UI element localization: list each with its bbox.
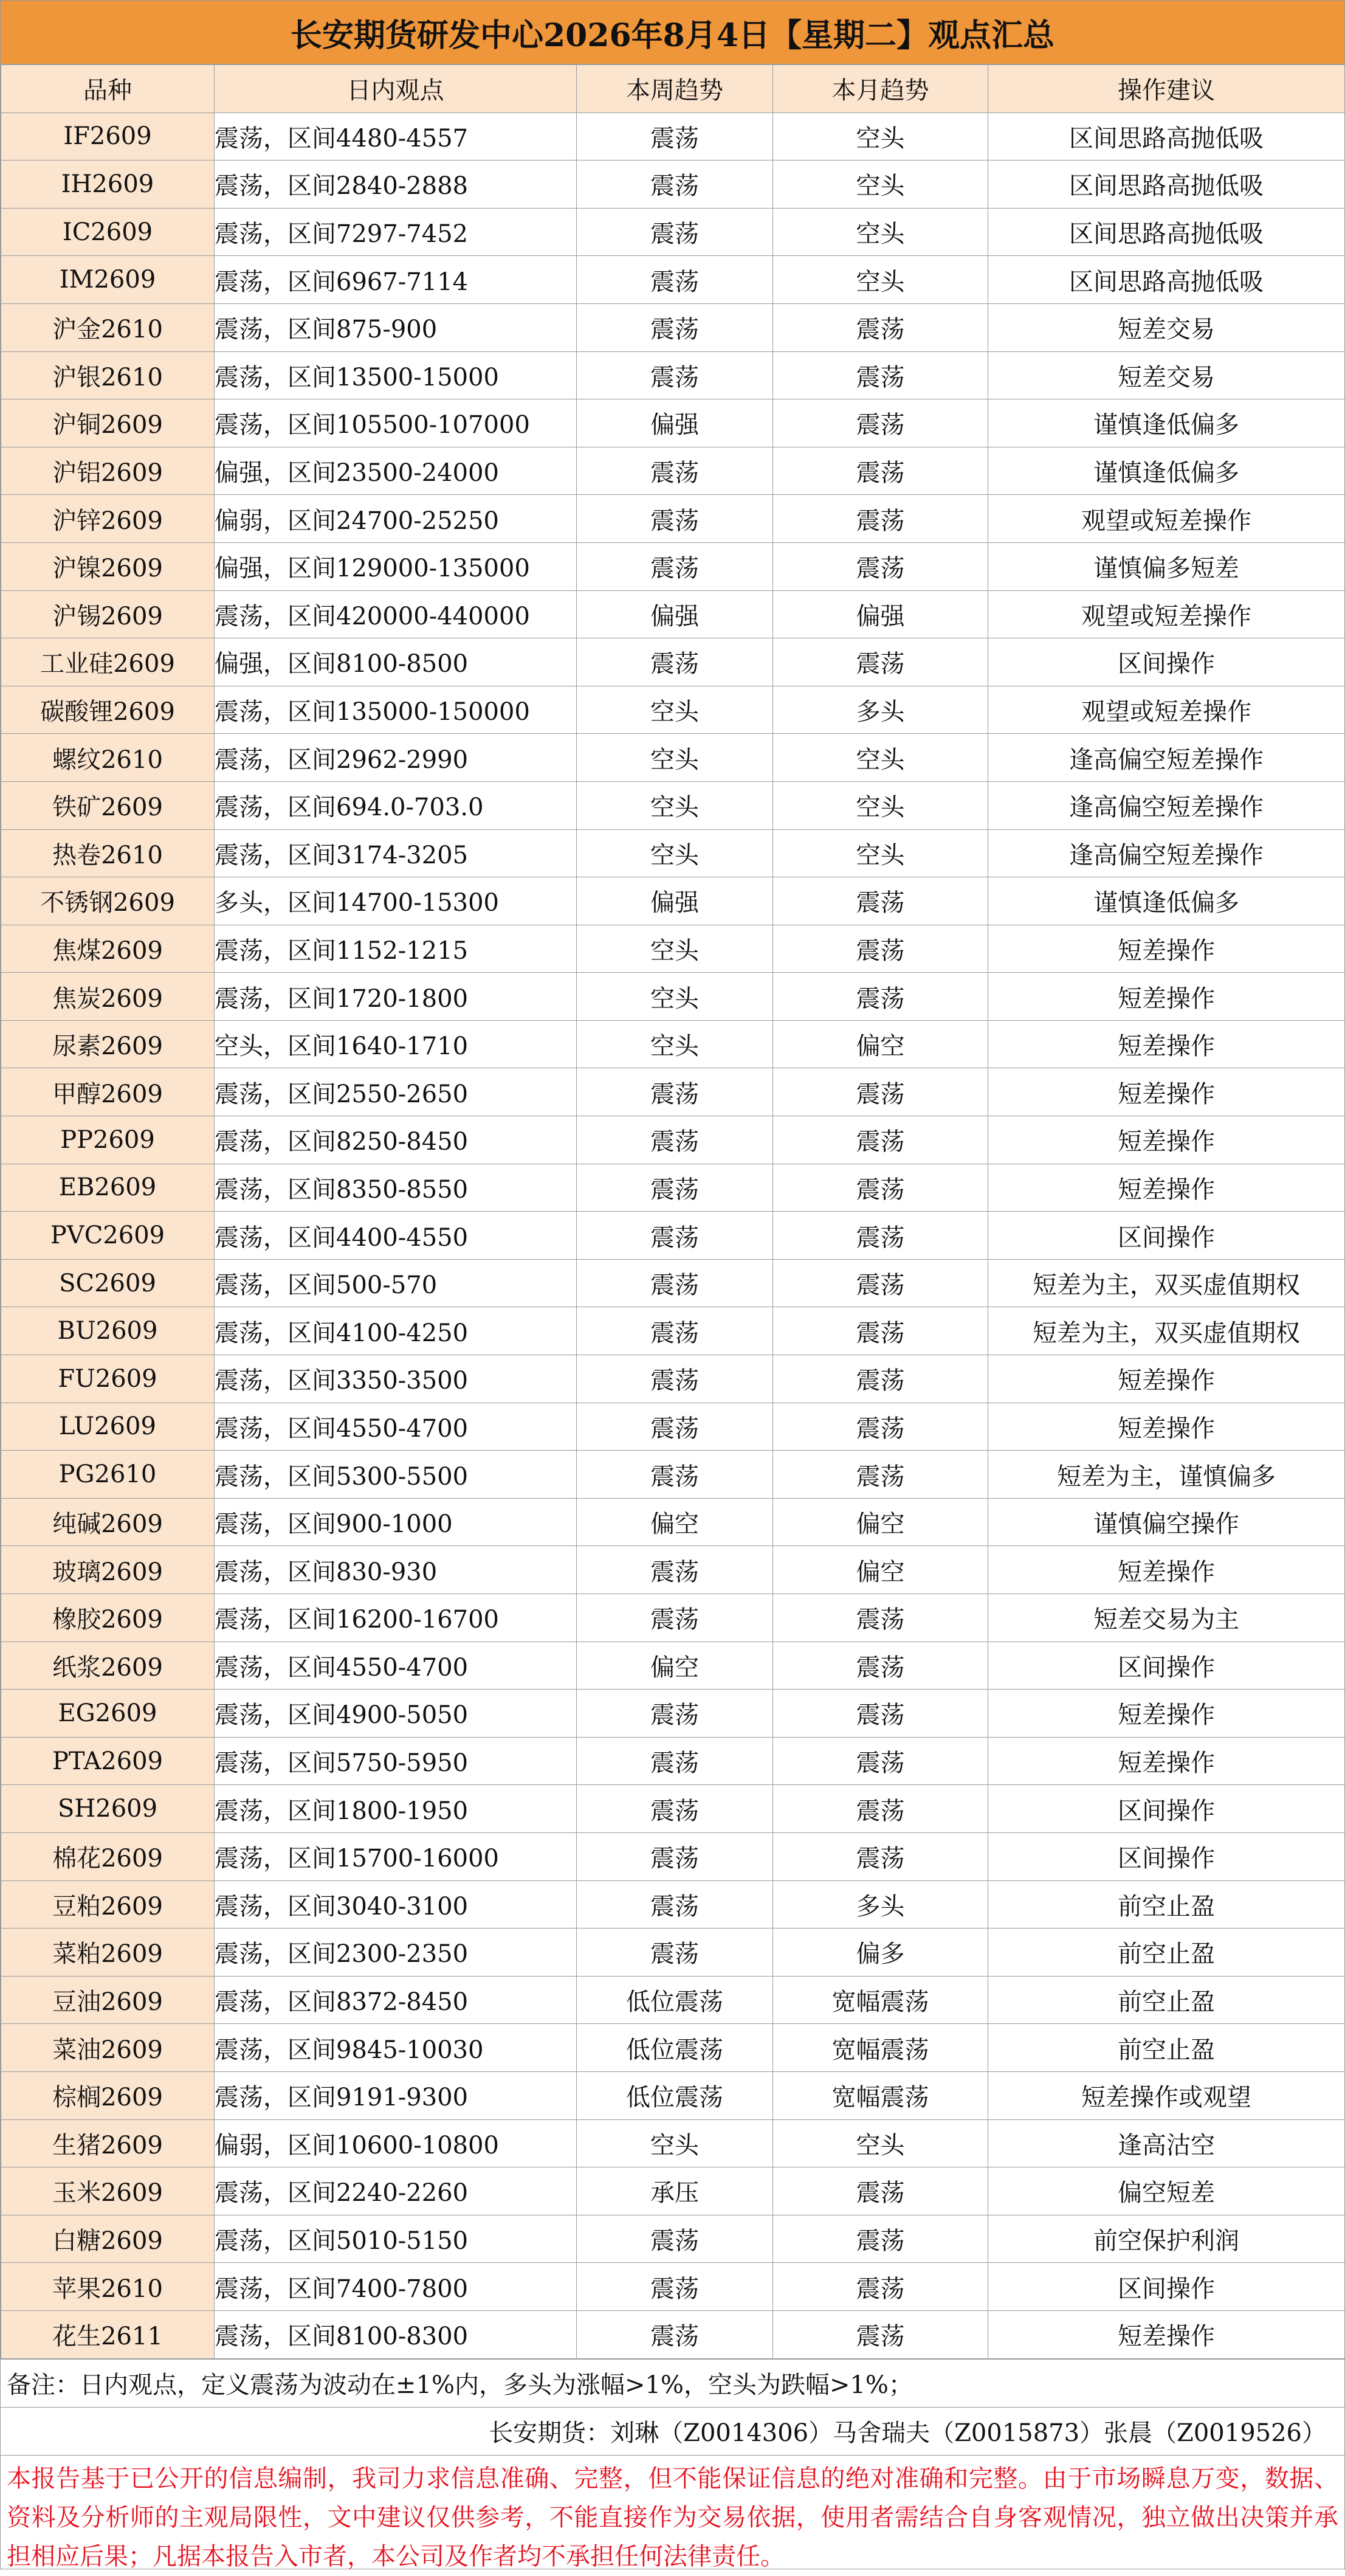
table-row [1,686,1345,734]
cell-variety: IH2609 [1,161,215,209]
table-row [1,542,1345,590]
cell-variety: 热卷2610 [1,829,215,877]
table-row [1,1116,1345,1164]
cell-intraday-view: 偏强，区间8100-8500 [215,638,577,686]
table-row [1,1164,1345,1212]
cell-variety: 焦煤2609 [1,925,215,973]
cell-variety: FU2609 [1,1355,215,1403]
cell-weekly-trend: 偏强 [577,877,773,925]
table-row [1,638,1345,686]
table-row [1,399,1345,447]
disclaimer: 本报告基于已公开的信息编制，我司力求信息准确、完整，但不能保证信息的绝对准确和完整。由于市场瞬息万变，数据、资料及分析师的主观局限性，文中建议仅供参考，不能直接作为交易依据，使用者需结合自身客观情况，独立做出决策并承担相应后果；凡据本报告入市者，本公司及作者均不承担任何法律责任。 [1,2455,1344,2576]
cell-advice: 区间操作 [988,1832,1345,1880]
cell-intraday-view: 震荡，区间105500-107000 [215,399,577,447]
cell-variety: SC2609 [1,1259,215,1307]
table-row [1,2024,1345,2072]
cell-advice: 谨慎逢低偏多 [988,877,1345,925]
cell-intraday-view: 震荡，区间2550-2650 [215,1068,577,1116]
table-row [1,2263,1345,2311]
cell-variety: 生猪2609 [1,2119,215,2167]
cell-weekly-trend: 震荡 [577,447,773,495]
cell-advice: 区间思路高抛低吸 [988,161,1345,209]
cell-variety: 沪铝2609 [1,447,215,495]
cell-monthly-trend: 震荡 [773,1594,988,1642]
cell-weekly-trend: 震荡 [577,1832,773,1880]
cell-intraday-view: 震荡，区间8372-8450 [215,1976,577,2024]
cell-monthly-trend: 震荡 [773,973,988,1021]
cell-monthly-trend: 震荡 [773,925,988,973]
cell-advice: 前空止盈 [988,1880,1345,1929]
cell-weekly-trend: 震荡 [577,1307,773,1355]
cell-intraday-view: 震荡，区间13500-15000 [215,351,577,399]
column-header-advice: 操作建议 [988,65,1345,113]
cell-monthly-trend: 多头 [773,686,988,734]
cell-intraday-view: 震荡，区间4100-4250 [215,1307,577,1355]
cell-intraday-view: 震荡，区间1152-1215 [215,925,577,973]
cell-advice: 逢高偏空短差操作 [988,734,1345,782]
cell-advice: 谨慎偏空操作 [988,1498,1345,1546]
cell-advice: 观望或短差操作 [988,686,1345,734]
cell-variety: 纸浆2609 [1,1642,215,1690]
column-header-intraday-view: 日内观点 [215,65,577,113]
cell-intraday-view: 震荡，区间900-1000 [215,1498,577,1546]
cell-monthly-trend: 震荡 [773,2167,988,2215]
cell-advice: 短差为主，双买虚值期权 [988,1307,1345,1355]
cell-weekly-trend: 震荡 [577,638,773,686]
cell-monthly-trend: 震荡 [773,1451,988,1499]
cell-weekly-trend: 震荡 [577,1929,773,1977]
cell-weekly-trend: 震荡 [577,1116,773,1164]
cell-monthly-trend: 震荡 [773,1164,988,1212]
cell-monthly-trend: 震荡 [773,1068,988,1116]
cell-monthly-trend: 空头 [773,781,988,829]
cell-intraday-view: 震荡，区间4400-4550 [215,1212,577,1260]
cell-weekly-trend: 震荡 [577,1212,773,1260]
cell-monthly-trend: 空头 [773,2119,988,2167]
cell-advice: 区间操作 [988,638,1345,686]
table-row [1,1546,1345,1594]
cell-variety: PTA2609 [1,1737,215,1785]
table-row [1,303,1345,351]
cell-weekly-trend: 偏强 [577,590,773,638]
cell-intraday-view: 震荡，区间8100-8300 [215,2310,577,2358]
cell-intraday-view: 偏弱，区间24700-25250 [215,495,577,543]
cell-intraday-view: 震荡，区间8350-8550 [215,1164,577,1212]
cell-monthly-trend: 震荡 [773,2310,988,2358]
cell-advice: 谨慎逢低偏多 [988,447,1345,495]
cell-intraday-view: 震荡，区间4550-4700 [215,1642,577,1690]
table-row [1,973,1345,1021]
cell-advice: 短差操作 [988,1068,1345,1116]
cell-intraday-view: 震荡，区间4550-4700 [215,1403,577,1451]
table-row [1,1785,1345,1833]
cell-monthly-trend: 空头 [773,112,988,161]
cell-weekly-trend: 震荡 [577,1451,773,1499]
cell-weekly-trend: 震荡 [577,208,773,256]
cell-intraday-view: 震荡，区间4900-5050 [215,1690,577,1738]
table-row [1,208,1345,256]
cell-advice: 短差交易 [988,351,1345,399]
column-header-weekly-trend: 本周趋势 [577,65,773,113]
table-row [1,1307,1345,1355]
cell-variety: 玻璃2609 [1,1546,215,1594]
cell-advice: 逢高偏空短差操作 [988,829,1345,877]
views-table [1,64,1345,2359]
table-row [1,256,1345,304]
cell-weekly-trend: 空头 [577,686,773,734]
cell-monthly-trend: 震荡 [773,1785,988,1833]
cell-variety: PP2609 [1,1116,215,1164]
table-row [1,2071,1345,2119]
cell-monthly-trend: 震荡 [773,1307,988,1355]
cell-intraday-view: 震荡，区间694.0-703.0 [215,781,577,829]
cell-intraday-view: 震荡，区间1720-1800 [215,973,577,1021]
cell-variety: 甲醇2609 [1,1068,215,1116]
cell-intraday-view: 偏弱，区间10600-10800 [215,2119,577,2167]
cell-advice: 逢高沽空 [988,2119,1345,2167]
cell-weekly-trend: 震荡 [577,256,773,304]
table-row [1,447,1345,495]
cell-intraday-view: 震荡，区间3040-3100 [215,1880,577,1929]
cell-weekly-trend: 震荡 [577,161,773,209]
cell-variety: 豆油2609 [1,1976,215,2024]
cell-monthly-trend: 震荡 [773,1259,988,1307]
table-row [1,1020,1345,1068]
cell-monthly-trend: 震荡 [773,1355,988,1403]
cell-monthly-trend: 宽幅震荡 [773,2024,988,2072]
cell-variety: IC2609 [1,208,215,256]
cell-intraday-view: 偏强，区间129000-135000 [215,542,577,590]
cell-variety: 菜油2609 [1,2024,215,2072]
cell-monthly-trend: 震荡 [773,351,988,399]
cell-intraday-view: 震荡，区间830-930 [215,1546,577,1594]
cell-intraday-view: 空头，区间1640-1710 [215,1020,577,1068]
cell-variety: 橡胶2609 [1,1594,215,1642]
cell-intraday-view: 震荡，区间420000-440000 [215,590,577,638]
cell-weekly-trend: 震荡 [577,1355,773,1403]
cell-intraday-view: 震荡，区间6967-7114 [215,256,577,304]
cell-variety: SH2609 [1,1785,215,1833]
table-row [1,1068,1345,1116]
cell-variety: 白糖2609 [1,2215,215,2263]
table-row [1,161,1345,209]
cell-variety: 沪锌2609 [1,495,215,543]
cell-intraday-view: 震荡，区间7297-7452 [215,208,577,256]
column-header-monthly-trend: 本月趋势 [773,65,988,113]
cell-intraday-view: 震荡，区间16200-16700 [215,1594,577,1642]
cell-advice: 区间操作 [988,1785,1345,1833]
cell-intraday-view: 震荡，区间3350-3500 [215,1355,577,1403]
cell-weekly-trend: 震荡 [577,1737,773,1785]
cell-monthly-trend: 震荡 [773,447,988,495]
cell-variety: PG2610 [1,1451,215,1499]
cell-intraday-view: 震荡，区间9845-10030 [215,2024,577,2072]
cell-advice: 前空保护利润 [988,2215,1345,2263]
cell-advice: 短差操作 [988,1403,1345,1451]
cell-weekly-trend: 偏空 [577,1498,773,1546]
cell-variety: 玉米2609 [1,2167,215,2215]
table-row [1,1832,1345,1880]
table-row [1,2119,1345,2167]
cell-weekly-trend: 震荡 [577,1785,773,1833]
cell-monthly-trend: 震荡 [773,1737,988,1785]
cell-variety: 棕榈2609 [1,2071,215,2119]
cell-intraday-view: 震荡，区间3174-3205 [215,829,577,877]
cell-advice: 短差为主，谨慎偏多 [988,1451,1345,1499]
cell-weekly-trend: 震荡 [577,1880,773,1929]
cell-advice: 区间思路高抛低吸 [988,112,1345,161]
cell-intraday-view: 震荡，区间2240-2260 [215,2167,577,2215]
cell-intraday-view: 震荡，区间9191-9300 [215,2071,577,2119]
cell-monthly-trend: 宽幅震荡 [773,1976,988,2024]
cell-intraday-view: 震荡，区间135000-150000 [215,686,577,734]
cell-monthly-trend: 震荡 [773,1642,988,1690]
cell-advice: 谨慎偏多短差 [988,542,1345,590]
table-row [1,1355,1345,1403]
cell-intraday-view: 震荡，区间15700-16000 [215,1832,577,1880]
cell-variety: 螺纹2610 [1,734,215,782]
table-row [1,351,1345,399]
table-row [1,925,1345,973]
cell-variety: 焦炭2609 [1,973,215,1021]
cell-intraday-view: 震荡，区间5300-5500 [215,1451,577,1499]
cell-monthly-trend: 空头 [773,734,988,782]
table-row [1,1451,1345,1499]
table-row [1,1929,1345,1977]
cell-advice: 前空止盈 [988,2024,1345,2072]
cell-weekly-trend: 低位震荡 [577,2071,773,2119]
cell-monthly-trend: 震荡 [773,399,988,447]
cell-monthly-trend: 宽幅震荡 [773,2071,988,2119]
table-row [1,590,1345,638]
cell-weekly-trend: 震荡 [577,495,773,543]
cell-weekly-trend: 震荡 [577,1164,773,1212]
cell-advice: 观望或短差操作 [988,590,1345,638]
cell-weekly-trend: 低位震荡 [577,2024,773,2072]
cell-intraday-view: 震荡，区间5750-5950 [215,1737,577,1785]
table-row [1,1880,1345,1929]
cell-advice: 短差操作 [988,1116,1345,1164]
cell-advice: 前空止盈 [988,1929,1345,1977]
cell-variety: 菜粕2609 [1,1929,215,1977]
cell-advice: 短差操作或观望 [988,2071,1345,2119]
cell-advice: 短差操作 [988,1355,1345,1403]
cell-variety: 尿素2609 [1,1020,215,1068]
cell-monthly-trend: 空头 [773,208,988,256]
cell-advice: 区间思路高抛低吸 [988,208,1345,256]
cell-intraday-view: 震荡，区间7400-7800 [215,2263,577,2311]
cell-variety: 棉花2609 [1,1832,215,1880]
cell-advice: 偏空短差 [988,2167,1345,2215]
analyst-credits: 长安期货：刘琳（Z0014306）马舍瑞夫（Z0015873）张晨（Z0019526） [1,2407,1344,2455]
table-row [1,1594,1345,1642]
cell-weekly-trend: 低位震荡 [577,1976,773,2024]
cell-advice: 短差交易为主 [988,1594,1345,1642]
report-title: 长安期货研发中心2026年8月4日【星期二】观点汇总 [1,1,1344,64]
cell-monthly-trend: 偏空 [773,1546,988,1594]
cell-advice: 短差操作 [988,1164,1345,1212]
cell-advice: 短差操作 [988,973,1345,1021]
cell-variety: 花生2611 [1,2310,215,2358]
table-row [1,2167,1345,2215]
cell-variety: 沪银2610 [1,351,215,399]
cell-monthly-trend: 偏空 [773,1020,988,1068]
cell-advice: 区间操作 [988,2263,1345,2311]
cell-weekly-trend: 震荡 [577,303,773,351]
table-row [1,1212,1345,1260]
table-row [1,1690,1345,1738]
table-row [1,1976,1345,2024]
cell-weekly-trend: 震荡 [577,542,773,590]
cell-monthly-trend: 震荡 [773,1403,988,1451]
cell-intraday-view: 震荡，区间5010-5150 [215,2215,577,2263]
table-row [1,781,1345,829]
cell-advice: 区间操作 [988,1642,1345,1690]
cell-monthly-trend: 震荡 [773,877,988,925]
cell-monthly-trend: 震荡 [773,1116,988,1164]
cell-monthly-trend: 震荡 [773,1690,988,1738]
cell-weekly-trend: 空头 [577,2119,773,2167]
cell-variety: EG2609 [1,1690,215,1738]
cell-monthly-trend: 偏空 [773,1498,988,1546]
cell-weekly-trend: 空头 [577,925,773,973]
cell-weekly-trend: 承压 [577,2167,773,2215]
cell-monthly-trend: 空头 [773,161,988,209]
cell-monthly-trend: 震荡 [773,1832,988,1880]
cell-monthly-trend: 震荡 [773,303,988,351]
cell-variety: IM2609 [1,256,215,304]
table-row [1,2310,1345,2358]
cell-monthly-trend: 空头 [773,256,988,304]
cell-variety: LU2609 [1,1403,215,1451]
cell-weekly-trend: 震荡 [577,1068,773,1116]
cell-variety: 纯碱2609 [1,1498,215,1546]
cell-monthly-trend: 偏强 [773,590,988,638]
cell-monthly-trend: 震荡 [773,2263,988,2311]
cell-variety: 沪金2610 [1,303,215,351]
cell-variety: EB2609 [1,1164,215,1212]
cell-monthly-trend: 震荡 [773,542,988,590]
cell-variety: IF2609 [1,112,215,161]
cell-variety: PVC2609 [1,1212,215,1260]
cell-variety: 碳酸锂2609 [1,686,215,734]
cell-advice: 短差操作 [988,925,1345,973]
cell-monthly-trend: 空头 [773,829,988,877]
cell-weekly-trend: 空头 [577,734,773,782]
cell-intraday-view: 偏强，区间23500-24000 [215,447,577,495]
cell-advice: 短差操作 [988,1020,1345,1068]
cell-variety: 沪铜2609 [1,399,215,447]
cell-advice: 短差操作 [988,1546,1345,1594]
cell-advice: 前空止盈 [988,1976,1345,2024]
cell-intraday-view: 震荡，区间8250-8450 [215,1116,577,1164]
cell-intraday-view: 震荡，区间500-570 [215,1259,577,1307]
cell-advice: 短差交易 [988,303,1345,351]
cell-intraday-view: 多头，区间14700-15300 [215,877,577,925]
cell-advice: 逢高偏空短差操作 [988,781,1345,829]
cell-advice: 短差操作 [988,1690,1345,1738]
cell-variety: 铁矿2609 [1,781,215,829]
cell-weekly-trend: 偏空 [577,1642,773,1690]
cell-weekly-trend: 震荡 [577,351,773,399]
cell-weekly-trend: 空头 [577,1020,773,1068]
cell-monthly-trend: 震荡 [773,638,988,686]
cell-advice: 短差为主，双买虚值期权 [988,1259,1345,1307]
cell-weekly-trend: 震荡 [577,1690,773,1738]
table-row [1,1737,1345,1785]
cell-advice: 区间思路高抛低吸 [988,256,1345,304]
cell-monthly-trend: 震荡 [773,1212,988,1260]
cell-advice: 短差操作 [988,2310,1345,2358]
cell-weekly-trend: 震荡 [577,1594,773,1642]
cell-intraday-view: 震荡，区间2962-2990 [215,734,577,782]
cell-weekly-trend: 震荡 [577,2215,773,2263]
cell-weekly-trend: 震荡 [577,2310,773,2358]
table-row [1,112,1345,161]
cell-monthly-trend: 震荡 [773,2215,988,2263]
cell-weekly-trend: 震荡 [577,1259,773,1307]
table-row [1,1498,1345,1546]
cell-variety: 不锈钢2609 [1,877,215,925]
cell-weekly-trend: 震荡 [577,1546,773,1594]
footnote: 备注：日内观点，定义震荡为波动在±1%内，多头为涨幅>1%，空头为跌幅>1%； [1,2359,1344,2407]
cell-weekly-trend: 空头 [577,829,773,877]
cell-variety: 苹果2610 [1,2263,215,2311]
cell-intraday-view: 震荡，区间2840-2888 [215,161,577,209]
cell-advice: 短差操作 [988,1737,1345,1785]
table-body [1,112,1345,2358]
table-row [1,734,1345,782]
cell-intraday-view: 震荡，区间875-900 [215,303,577,351]
cell-weekly-trend: 震荡 [577,1403,773,1451]
cell-variety: 沪锡2609 [1,590,215,638]
cell-advice: 谨慎逢低偏多 [988,399,1345,447]
table-row [1,1403,1345,1451]
table-row [1,877,1345,925]
table-header-row [1,65,1345,113]
cell-weekly-trend: 偏强 [577,399,773,447]
cell-weekly-trend: 空头 [577,781,773,829]
cell-variety: 豆粕2609 [1,1880,215,1929]
cell-variety: 沪镍2609 [1,542,215,590]
table-row [1,829,1345,877]
table-row [1,495,1345,543]
cell-advice: 区间操作 [988,1212,1345,1260]
cell-monthly-trend: 震荡 [773,495,988,543]
cell-intraday-view: 震荡，区间4480-4557 [215,112,577,161]
cell-weekly-trend: 空头 [577,973,773,1021]
cell-weekly-trend: 震荡 [577,2263,773,2311]
table-row [1,2215,1345,2263]
column-header-variety: 品种 [1,65,215,113]
cell-monthly-trend: 偏多 [773,1929,988,1977]
cell-advice: 观望或短差操作 [988,495,1345,543]
cell-weekly-trend: 震荡 [577,112,773,161]
table-row [1,1259,1345,1307]
cell-intraday-view: 震荡，区间2300-2350 [215,1929,577,1977]
cell-variety: BU2609 [1,1307,215,1355]
cell-intraday-view: 震荡，区间1800-1950 [215,1785,577,1833]
cell-variety: 工业硅2609 [1,638,215,686]
table-row [1,1642,1345,1690]
cell-monthly-trend: 多头 [773,1880,988,1929]
